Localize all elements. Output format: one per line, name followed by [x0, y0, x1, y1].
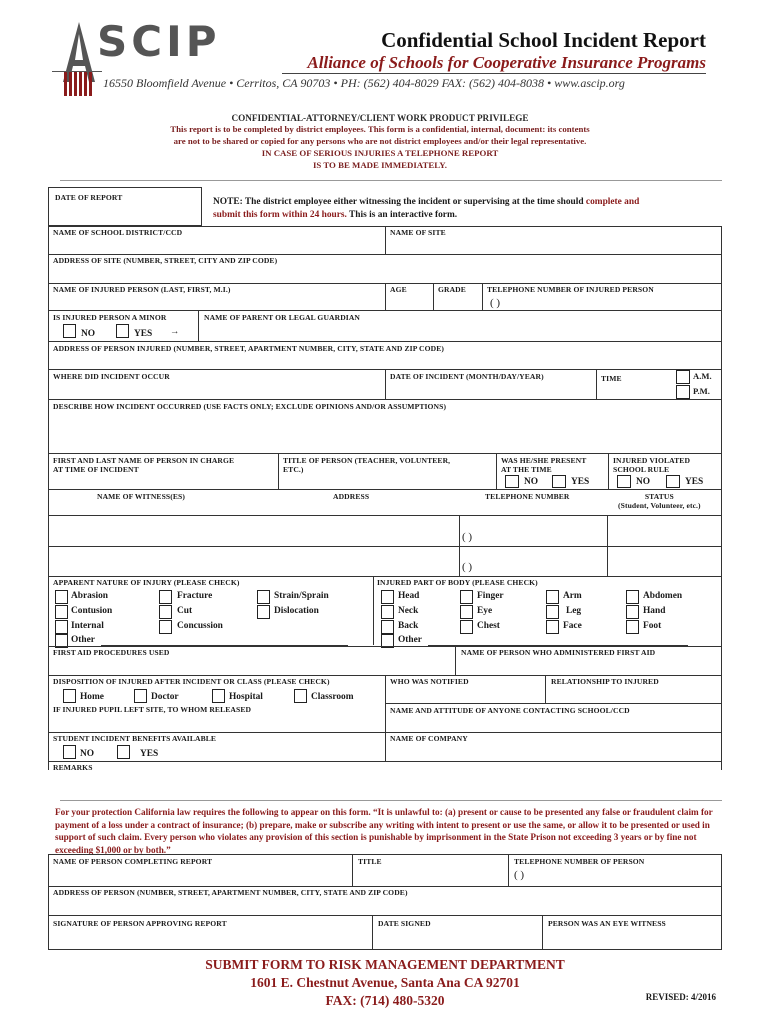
disposition-label: DISPOSITION OF INJURED AFTER INCIDENT OR CLASS (PLEASE CHECK)	[53, 677, 330, 686]
am-label: A.M.	[693, 371, 712, 381]
row-rule	[48, 576, 722, 577]
page-title: Confidential School Incident Report	[381, 28, 706, 52]
am-checkbox[interactable]	[676, 370, 690, 384]
status-line-1: STATUS	[644, 492, 674, 501]
date-of-report-label: DATE OF REPORT	[55, 193, 123, 202]
remarks-input[interactable]	[49, 773, 721, 797]
violated-no-label: NO	[636, 477, 651, 487]
minor-no-checkbox[interactable]	[63, 324, 76, 338]
back-checkbox[interactable]	[381, 620, 394, 634]
confidential-line-2: are not to be shared or copied for any persons who are not district employees and/or their legal representative.	[173, 136, 587, 147]
logo-wordmark: SCIP	[97, 17, 221, 66]
title-underline	[282, 73, 706, 74]
chest-label: Chest	[477, 621, 500, 631]
confidential-line-4: IS TO BE MADE IMMEDIATELY.	[312, 160, 448, 171]
arm-label: Arm	[563, 591, 582, 601]
school-district-label: NAME OF SCHOOL DISTRICT/CCD	[53, 228, 183, 237]
benefits-no-checkbox[interactable]	[63, 745, 76, 759]
title-of-person-label	[283, 456, 450, 474]
name-of-site-label: NAME OF SITE	[390, 228, 446, 237]
internal-checkbox[interactable]	[55, 620, 68, 634]
who-notified-label: WHO WAS NOTIFIED	[390, 677, 469, 686]
strain-checkbox[interactable]	[257, 590, 270, 604]
hospital-checkbox[interactable]	[212, 689, 225, 703]
where-occur-label: WHERE DID INCIDENT OCCUR	[53, 372, 170, 381]
note-red-text: complete and	[585, 197, 640, 207]
foot-checkbox[interactable]	[626, 620, 639, 634]
face-checkbox[interactable]	[546, 620, 559, 634]
witness-row-1-name[interactable]	[49, 516, 459, 545]
person-phone-label: TELEPHONE NUMBER OF PERSON	[514, 857, 645, 866]
minor-no-label: NO	[81, 329, 96, 339]
describe-label: DESCRIBE HOW INCIDENT OCCURRED (USE FACTS ONLY; EXCLUDE OPINIONS AND/OR ASSUMPTIONS)	[53, 402, 447, 411]
person-in-charge-line-2: AT TIME OF INCIDENT	[53, 465, 139, 475]
present-yes-checkbox[interactable]	[552, 475, 566, 488]
contusion-label: Contusion	[71, 606, 113, 616]
parent-name-label: NAME OF PARENT OR LEGAL GUARDIAN	[204, 313, 360, 322]
legal-notice: For your protection California law requires the following to appear on this form. “It is unlawful to: (a) present or cause to be presented any false or fraudulent claim for payment of a loss under a contract of insurance; (b) prepare, make or subscribe any writing with intent to present or use the same, or allow it to be presented or used in support of such claim. Every person who violates any provision of this section is punishable by imprisonment in the State Prison not exceeding 3 years or by fine not exceeding $1,000 or by both.”	[55, 807, 713, 856]
internal-label: Internal	[71, 621, 104, 631]
note-deadline: submit this form within 24 hours.	[213, 209, 347, 220]
submit-instructions	[0, 956, 770, 1011]
finger-checkbox[interactable]	[460, 590, 473, 604]
completing-input[interactable]	[49, 868, 352, 886]
abdomen-checkbox[interactable]	[626, 590, 639, 604]
time-label: TIME	[601, 374, 622, 383]
title-of-person-line-2: ETC.)	[283, 465, 304, 475]
row-rule	[48, 489, 722, 490]
person-address-label: ADDRESS OF PERSON (NUMBER, STREET, APARTMENT NUMBER, CITY, STATE AND ZIP CODE)	[53, 888, 408, 897]
was-present-line-2: AT THE TIME	[501, 465, 552, 475]
describe-input[interactable]	[49, 412, 721, 453]
doctor-checkbox[interactable]	[134, 689, 147, 703]
head-checkbox[interactable]	[381, 590, 394, 604]
row-rule	[48, 254, 722, 255]
col-rule	[596, 369, 597, 399]
col-rule	[373, 576, 374, 645]
revision-date: REVISED: 4/2016	[645, 992, 716, 1002]
status-line-2: (Student, Volunteer, etc.)	[618, 501, 701, 511]
head-label: Head	[398, 591, 420, 601]
eye-label: Eye	[477, 606, 493, 616]
hand-checkbox[interactable]	[626, 605, 639, 619]
pm-checkbox[interactable]	[676, 385, 690, 399]
witness-row-1-status[interactable]	[608, 516, 721, 545]
form-right-border	[721, 226, 722, 770]
foot-label: Foot	[643, 621, 662, 631]
dislocation-checkbox[interactable]	[257, 605, 270, 619]
arm-checkbox[interactable]	[546, 590, 559, 604]
injured-phone-parens: ( )	[490, 297, 501, 309]
fracture-checkbox[interactable]	[159, 590, 172, 604]
row-rule	[48, 341, 722, 342]
signature-label: SIGNATURE OF PERSON APPROVING REPORT	[53, 919, 227, 928]
note-interactive: This is an interactive form.	[346, 209, 458, 220]
injured-address-input[interactable]	[49, 355, 721, 369]
date-incident-input[interactable]	[386, 382, 596, 399]
col-rule	[278, 453, 279, 489]
home-checkbox[interactable]	[63, 689, 76, 703]
dislocation-label: Dislocation	[274, 606, 319, 616]
name-of-site-input[interactable]	[386, 238, 721, 254]
person-phone-parens: ( )	[514, 869, 525, 881]
abrasion-checkbox[interactable]	[55, 590, 68, 604]
benefits-yes-checkbox[interactable]	[117, 745, 130, 759]
title-label: TITLE	[358, 857, 382, 866]
completing-label: NAME OF PERSON COMPLETING REPORT	[53, 857, 213, 866]
first-aid-by-label: NAME OF PERSON WHO ADMINISTERED FIRST AID	[461, 648, 656, 657]
present-no-checkbox[interactable]	[505, 475, 519, 488]
is-minor-label: IS INJURED PERSON A MINOR	[53, 313, 167, 322]
injured-phone-input[interactable]	[510, 295, 720, 310]
grade-label: GRADE	[438, 285, 466, 294]
first-aid-input[interactable]	[49, 659, 455, 675]
confidential-notice	[100, 112, 660, 172]
doctor-label: Doctor	[151, 692, 179, 702]
abrasion-label: Abrasion	[71, 591, 108, 601]
cut-checkbox[interactable]	[159, 605, 172, 619]
date-incident-label: DATE OF INCIDENT (MONTH/DAY/YEAR)	[390, 372, 544, 381]
person-address-input[interactable]	[49, 899, 721, 915]
note-text: NOTE: The district employee either witnessing the incident or supervising at the time should	[213, 197, 586, 207]
title-of-person-line-1: TITLE OF PERSON (TEACHER, VOLUNTEER,	[283, 456, 451, 465]
first-aid-by-input[interactable]	[456, 659, 721, 675]
strain-label: Strain/Sprain	[274, 591, 329, 601]
where-occur-input[interactable]	[49, 382, 385, 399]
was-present-label	[501, 456, 586, 474]
hospital-label: Hospital	[229, 692, 263, 702]
nature-label: APPARENT NATURE OF INJURY (PLEASE CHECK)	[53, 578, 240, 587]
parent-name-input[interactable]	[199, 325, 721, 341]
address-of-site-input[interactable]	[49, 266, 721, 283]
confidential-line-1: This report is to be completed by district employees. This form is a confidential, internal, document: its contents	[170, 124, 590, 135]
neck-checkbox[interactable]	[381, 605, 394, 619]
injured-name-input[interactable]	[49, 295, 385, 310]
present-yes-label: YES	[571, 477, 590, 487]
witness-phone-label: TELEPHONE NUMBER	[485, 492, 570, 501]
left-site-label: IF INJURED PUPIL LEFT SITE, TO WHOM RELEASED	[53, 705, 252, 714]
grade-input[interactable]	[434, 295, 482, 310]
person-in-charge-line-1: FIRST AND LAST NAME OF PERSON IN CHARGE	[53, 456, 235, 465]
date-signed-label: DATE SIGNED	[378, 919, 431, 928]
witness-row-1-phone[interactable]	[495, 516, 607, 545]
date-signed-input[interactable]	[373, 930, 542, 949]
col-rule	[508, 854, 509, 886]
eye-witness-label: PERSON WAS AN EYE WITNESS	[548, 919, 666, 928]
page-subtitle: Alliance of Schools for Cooperative Insurance Programs	[307, 53, 706, 72]
title-input[interactable]	[353, 868, 508, 886]
chest-checkbox[interactable]	[460, 620, 473, 634]
violated-rule-label	[613, 456, 690, 474]
violated-line-2: SCHOOL RULE	[613, 465, 670, 475]
witness-address-label: ADDRESS	[333, 492, 370, 501]
address-of-site-label: ADDRESS OF SITE (NUMBER, STREET, CITY AND ZIP CODE)	[53, 256, 278, 265]
relationship-label: RELATIONSHIP TO INJURED	[551, 677, 659, 686]
person-in-charge-label	[53, 456, 234, 474]
contacting-input[interactable]	[386, 716, 721, 732]
col-rule	[496, 453, 497, 489]
first-aid-label: FIRST AID PROCEDURES USED	[53, 648, 170, 657]
finger-label: Finger	[477, 591, 504, 601]
header-rule	[52, 71, 102, 72]
row-rule	[48, 915, 722, 916]
eye-witness-input[interactable]	[543, 930, 721, 949]
submit-line-2: 1601 E. Chestnut Avenue, Santa Ana CA 92701	[250, 975, 520, 991]
violated-no-checkbox[interactable]	[617, 475, 631, 488]
witness-row-2-status[interactable]	[608, 547, 721, 576]
witnesses-label: NAME OF WITNESS(ES)	[97, 492, 185, 501]
violated-line-1: INJURED VIOLATED	[613, 456, 691, 465]
neck-label: Neck	[398, 606, 419, 616]
age-label: AGE	[390, 285, 407, 294]
leg-checkbox[interactable]	[546, 605, 559, 619]
row-rule	[48, 310, 722, 311]
leg-label: Leg	[566, 606, 582, 616]
submission-note	[213, 196, 723, 221]
submit-line-1: SUBMIT FORM TO RISK MANAGEMENT DEPARTMENT	[205, 957, 565, 972]
arrow-right-icon: →	[170, 327, 180, 337]
row-rule	[48, 761, 722, 762]
left-site-input[interactable]	[49, 716, 385, 732]
remarks-dashed-rule	[60, 800, 722, 801]
benefits-yes-label: YES	[140, 749, 159, 759]
concussion-checkbox[interactable]	[159, 620, 172, 634]
injured-name-label: NAME OF INJURED PERSON (LAST, FIRST, M.I.)	[53, 285, 231, 294]
contacting-label: NAME AND ATTITUDE OF ANYONE CONTACTING SCHOOL/CCD	[390, 706, 630, 715]
minor-yes-label: YES	[134, 329, 153, 339]
row-rule	[48, 453, 722, 454]
organization-address: 16550 Bloomfield Avenue • Cerritos, CA 90703 • PH: (562) 404-8029 FAX: (562) 404-8038 • www.ascip.org	[103, 76, 625, 90]
witness-phone-parens-1: ( )	[462, 531, 473, 543]
present-no-label: NO	[524, 477, 539, 487]
witness-status-label	[618, 492, 701, 510]
person-phone-input[interactable]	[540, 868, 721, 886]
col-rule	[482, 283, 483, 310]
who-notified-input[interactable]	[386, 688, 545, 703]
witness-row-2-phone[interactable]	[495, 547, 607, 576]
row-rule	[385, 703, 722, 704]
violated-yes-label: YES	[685, 477, 704, 487]
row-rule	[48, 399, 722, 400]
benefits-no-label: NO	[80, 749, 95, 759]
age-input[interactable]	[386, 295, 433, 310]
school-district-input[interactable]	[49, 238, 385, 254]
classroom-label: Classroom	[311, 692, 354, 702]
remarks-label: REMARKS	[53, 763, 93, 772]
body-other-label: Other	[398, 635, 422, 645]
face-label: Face	[563, 621, 582, 631]
witness-phone-parens-2: ( )	[462, 561, 473, 573]
injured-phone-label: TELEPHONE NUMBER OF INJURED PERSON	[487, 285, 654, 294]
signature-input[interactable]	[49, 930, 372, 949]
confidential-heading: CONFIDENTIAL-ATTORNEY/CLIENT WORK PRODUCT PRIVILEGE	[231, 113, 529, 123]
fracture-label: Fracture	[177, 591, 213, 601]
hand-label: Hand	[643, 606, 666, 616]
abdomen-label: Abdomen	[643, 591, 683, 601]
row-rule	[48, 886, 722, 887]
violated-yes-checkbox[interactable]	[666, 475, 680, 488]
minor-yes-checkbox[interactable]	[116, 324, 129, 338]
injured-address-label: ADDRESS OF PERSON INJURED (NUMBER, STREET, APARTMENT NUMBER, CITY, STATE AND ZIP CODE)	[53, 344, 445, 353]
eye-checkbox[interactable]	[460, 605, 473, 619]
company-input[interactable]	[386, 745, 721, 761]
confidential-rule	[60, 180, 722, 181]
body-part-label: INJURED PART OF BODY (PLEASE CHECK)	[377, 578, 538, 587]
cut-label: Cut	[177, 606, 193, 616]
witness-row-2-name[interactable]	[49, 547, 459, 576]
contusion-checkbox[interactable]	[55, 605, 68, 619]
relationship-input[interactable]	[546, 688, 721, 703]
time-input[interactable]	[600, 384, 674, 399]
concussion-label: Concussion	[177, 621, 223, 631]
was-present-line-1: WAS HE/SHE PRESENT	[501, 456, 587, 465]
row-rule	[48, 646, 722, 647]
confidential-line-3: IN CASE OF SERIOUS INJURIES A TELEPHONE REPORT	[261, 148, 499, 159]
submit-line-3: FAX: (714) 480-5320	[325, 993, 445, 1009]
classroom-checkbox[interactable]	[294, 689, 307, 703]
back-label: Back	[398, 621, 419, 631]
company-label: NAME OF COMPANY	[390, 734, 468, 743]
col-rule	[608, 453, 609, 489]
benefits-label: STUDENT INCIDENT BENEFITS AVAILABLE	[53, 734, 217, 743]
home-label: Home	[80, 692, 104, 702]
pm-label: P.M.	[693, 386, 710, 396]
nature-other-label: Other	[71, 635, 95, 645]
